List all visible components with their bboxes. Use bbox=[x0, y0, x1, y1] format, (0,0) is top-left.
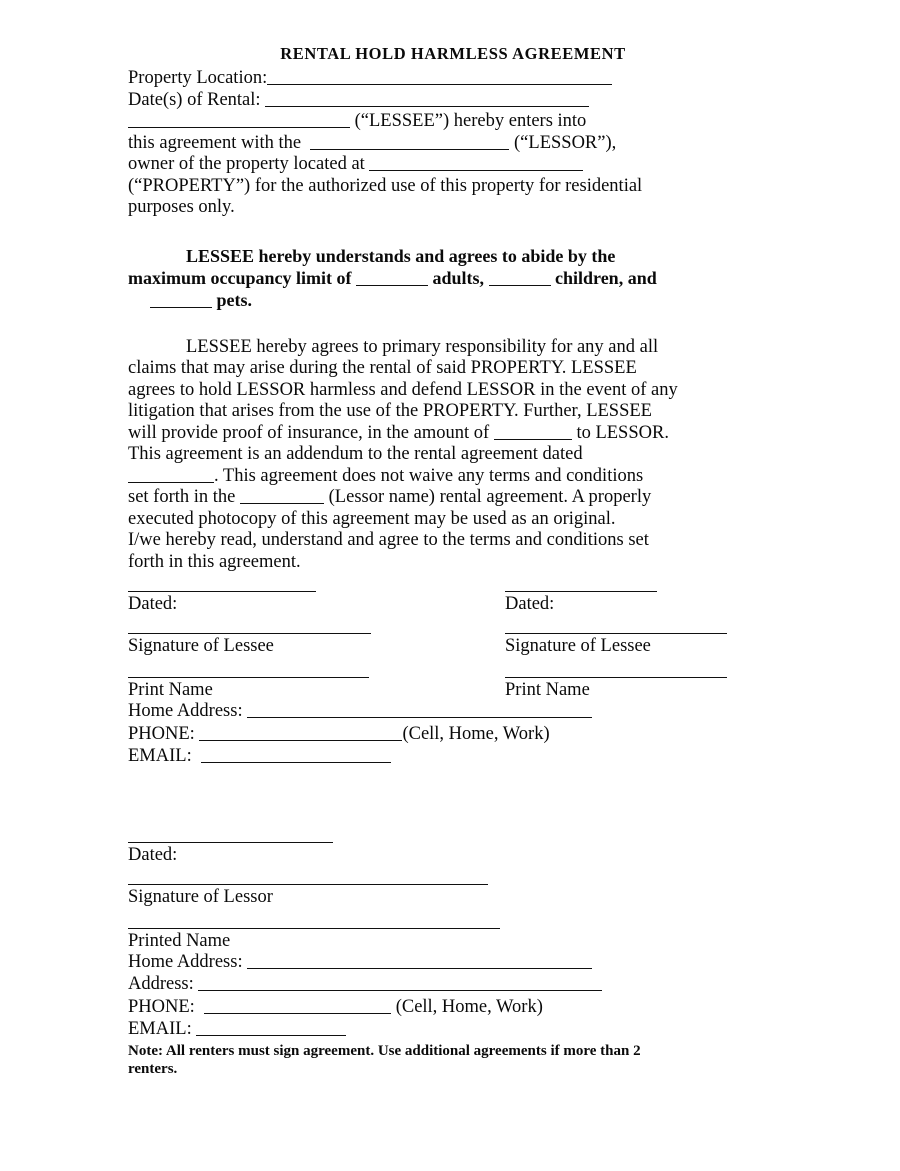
lessor-signature-section bbox=[128, 842, 768, 1041]
lessor-home-address-row bbox=[128, 951, 768, 974]
lessee-name-input[interactable] bbox=[128, 112, 350, 128]
lessee-dated-left bbox=[128, 591, 316, 615]
body-line-7 bbox=[128, 466, 768, 488]
lessee-home-address-input[interactable] bbox=[247, 702, 592, 718]
lessor-dated-block bbox=[128, 842, 333, 866]
body-line-5 bbox=[128, 423, 768, 445]
lessor-email-label: EMAIL: bbox=[128, 1019, 192, 1039]
lessee-home-address-label: Home Address: bbox=[128, 701, 243, 721]
lessor-phone-row bbox=[128, 996, 768, 1019]
lessee-dated-right-label: Dated: bbox=[505, 594, 555, 614]
body-line-11: forth in this agreement. bbox=[128, 551, 301, 572]
lessee-print-name-right-input[interactable] bbox=[505, 677, 727, 678]
dates-of-rental-label: Date(s) of Rental: bbox=[128, 89, 261, 110]
lessee-home-address-row bbox=[128, 700, 768, 723]
lessee-name-suffix: (“LESSEE”) hereby enters into bbox=[354, 111, 587, 131]
pets-label: pets. bbox=[216, 289, 252, 310]
occupancy-line-2 bbox=[128, 267, 768, 289]
body-line-8 bbox=[128, 487, 768, 509]
lessee-signature-right bbox=[505, 633, 727, 657]
lessee-dated-right-input[interactable] bbox=[505, 591, 657, 592]
lessor-name-suffix: (“LESSOR”), bbox=[514, 132, 617, 153]
body-line-1: LESSEE hereby agrees to primary responsibility for any and all bbox=[186, 336, 659, 357]
lessor-agreement-suffix: (Lessor name) rental agreement. A properly bbox=[328, 487, 652, 507]
lessee-phone-row bbox=[128, 723, 768, 746]
lessee-phone-label: PHONE: bbox=[128, 723, 195, 744]
body-line-4: litigation that arises from the use of the PROPERTY. Further, LESSEE bbox=[128, 401, 652, 421]
footer-note-line-2: renters. bbox=[128, 1061, 178, 1077]
lessor-name-input[interactable] bbox=[310, 134, 509, 150]
dates-of-rental-row bbox=[128, 90, 768, 112]
lessee-email-row bbox=[128, 745, 768, 768]
lessor-printed-name-input[interactable] bbox=[128, 928, 500, 929]
lessee-print-name-left bbox=[128, 677, 369, 701]
occupancy-clause bbox=[128, 245, 768, 311]
occupancy-suffix: children, and bbox=[555, 267, 657, 288]
lessee-dated-left-label: Dated: bbox=[128, 594, 178, 614]
body-line-10: I/we hereby read, understand and agree to the terms and conditions set bbox=[128, 530, 649, 550]
property-address-input[interactable] bbox=[369, 155, 583, 171]
lessee-signature-left bbox=[128, 633, 371, 657]
lessee-signature-right-input[interactable] bbox=[505, 633, 727, 634]
lessee-contact-block bbox=[128, 700, 768, 768]
lessee-phone-note: (Cell, Home, Work) bbox=[402, 723, 550, 744]
property-address-prefix: owner of the property located at bbox=[128, 154, 365, 174]
lessor-dated-input[interactable] bbox=[128, 842, 333, 843]
dates-of-rental-input[interactable] bbox=[265, 91, 589, 107]
lessee-print-name-left-label: Print Name bbox=[128, 680, 213, 700]
lessor-contact-block bbox=[128, 951, 768, 1041]
document-body bbox=[128, 44, 768, 1079]
lessor-name-row bbox=[128, 133, 768, 155]
lessor-name-reference-input[interactable] bbox=[240, 488, 324, 504]
body-line-7-suffix: . This agreement does not waive any terms and conditions bbox=[214, 465, 644, 486]
occupancy-mid: adults, bbox=[432, 267, 485, 288]
page-title: RENTAL HOLD HARMLESS AGREEMENT bbox=[280, 44, 626, 63]
header-fields bbox=[128, 68, 768, 219]
lessee-signature-row bbox=[128, 633, 768, 677]
lessor-signature-input[interactable] bbox=[128, 884, 488, 885]
children-count-input[interactable] bbox=[489, 270, 551, 286]
adults-count-input[interactable] bbox=[356, 270, 428, 286]
lessor-printed-name-label: Printed Name bbox=[128, 930, 231, 951]
lessor-email-row bbox=[128, 1018, 768, 1041]
lessor-email-input[interactable] bbox=[196, 1020, 346, 1036]
lessor-address-row bbox=[128, 973, 768, 996]
lessor-phone-note: (Cell, Home, Work) bbox=[395, 996, 543, 1017]
body-line-3: agrees to hold LESSOR harmless and defend LESSOR in the event of any bbox=[128, 379, 678, 400]
rental-agreement-date-input[interactable] bbox=[128, 467, 214, 483]
lessor-printed-name-row bbox=[128, 928, 768, 953]
property-location-label: Property Location: bbox=[128, 68, 268, 88]
body-line-2: claims that may arise during the rental of said PROPERTY. LESSEE bbox=[128, 358, 637, 378]
agreement-body bbox=[128, 337, 768, 574]
lessor-address-label: Address: bbox=[128, 974, 194, 994]
lessee-email-label: EMAIL: bbox=[128, 746, 192, 766]
insurance-amount-input[interactable] bbox=[494, 424, 572, 440]
lessor-signature-row bbox=[128, 884, 768, 928]
property-address-row bbox=[128, 154, 768, 176]
lessee-dated-left-input[interactable] bbox=[128, 591, 316, 592]
section-spacer bbox=[128, 768, 768, 824]
lessee-print-name-row bbox=[128, 677, 768, 702]
lessor-dated-row bbox=[128, 842, 768, 884]
lessor-signature-block bbox=[128, 884, 488, 908]
lessee-dated-row bbox=[128, 591, 768, 633]
body-line-9: executed photocopy of this agreement may be used as an original. bbox=[128, 508, 616, 529]
lessor-agreement-prefix: set forth in the bbox=[128, 487, 236, 507]
insurance-prefix: will provide proof of insurance, in the amount of bbox=[128, 422, 490, 443]
property-location-input[interactable] bbox=[267, 69, 612, 85]
lessee-print-name-right bbox=[505, 677, 727, 701]
footer-note-line-1: Note: All renters must sign agreement. Use additional agreements if more than 2 bbox=[128, 1042, 641, 1059]
lessee-email-input[interactable] bbox=[201, 747, 391, 763]
lessor-printed-name-block bbox=[128, 928, 500, 952]
occupancy-line-3 bbox=[128, 289, 768, 311]
lessor-address-input[interactable] bbox=[198, 975, 602, 991]
body-line-6: This agreement is an addendum to the rental agreement dated bbox=[128, 444, 583, 464]
lessee-signature-left-input[interactable] bbox=[128, 633, 371, 634]
lessor-phone-label: PHONE: bbox=[128, 996, 195, 1017]
lessee-signature-section bbox=[128, 591, 768, 768]
lessor-home-address-input[interactable] bbox=[247, 953, 592, 969]
lessor-phone-input[interactable] bbox=[204, 998, 391, 1014]
occupancy-line-1: LESSEE hereby understands and agrees to abide by the bbox=[186, 245, 616, 266]
lessee-signature-left-label: Signature of Lessee bbox=[128, 636, 274, 656]
lessee-signature-right-label: Signature of Lessee bbox=[505, 636, 651, 656]
lessor-dated-label: Dated: bbox=[128, 844, 178, 865]
lessee-name-row bbox=[128, 111, 768, 133]
lessee-dated-right bbox=[505, 591, 657, 615]
lessor-home-address-label: Home Address: bbox=[128, 951, 243, 972]
lessor-name-prefix: this agreement with the bbox=[128, 132, 302, 153]
purposes-line: purposes only. bbox=[128, 197, 235, 217]
lessor-signature-label: Signature of Lessor bbox=[128, 886, 273, 907]
pets-count-input[interactable] bbox=[150, 292, 212, 308]
property-location-row bbox=[128, 68, 768, 90]
insurance-suffix: to LESSOR. bbox=[576, 422, 669, 443]
lessee-print-name-left-input[interactable] bbox=[128, 677, 369, 678]
property-definition-line: (“PROPERTY”) for the authorized use of this property for residential bbox=[128, 175, 643, 196]
footer-note bbox=[128, 1042, 778, 1079]
lessee-phone-input[interactable] bbox=[199, 725, 402, 741]
occupancy-prefix: maximum occupancy limit of bbox=[128, 267, 352, 288]
lessee-print-name-right-label: Print Name bbox=[505, 680, 590, 700]
